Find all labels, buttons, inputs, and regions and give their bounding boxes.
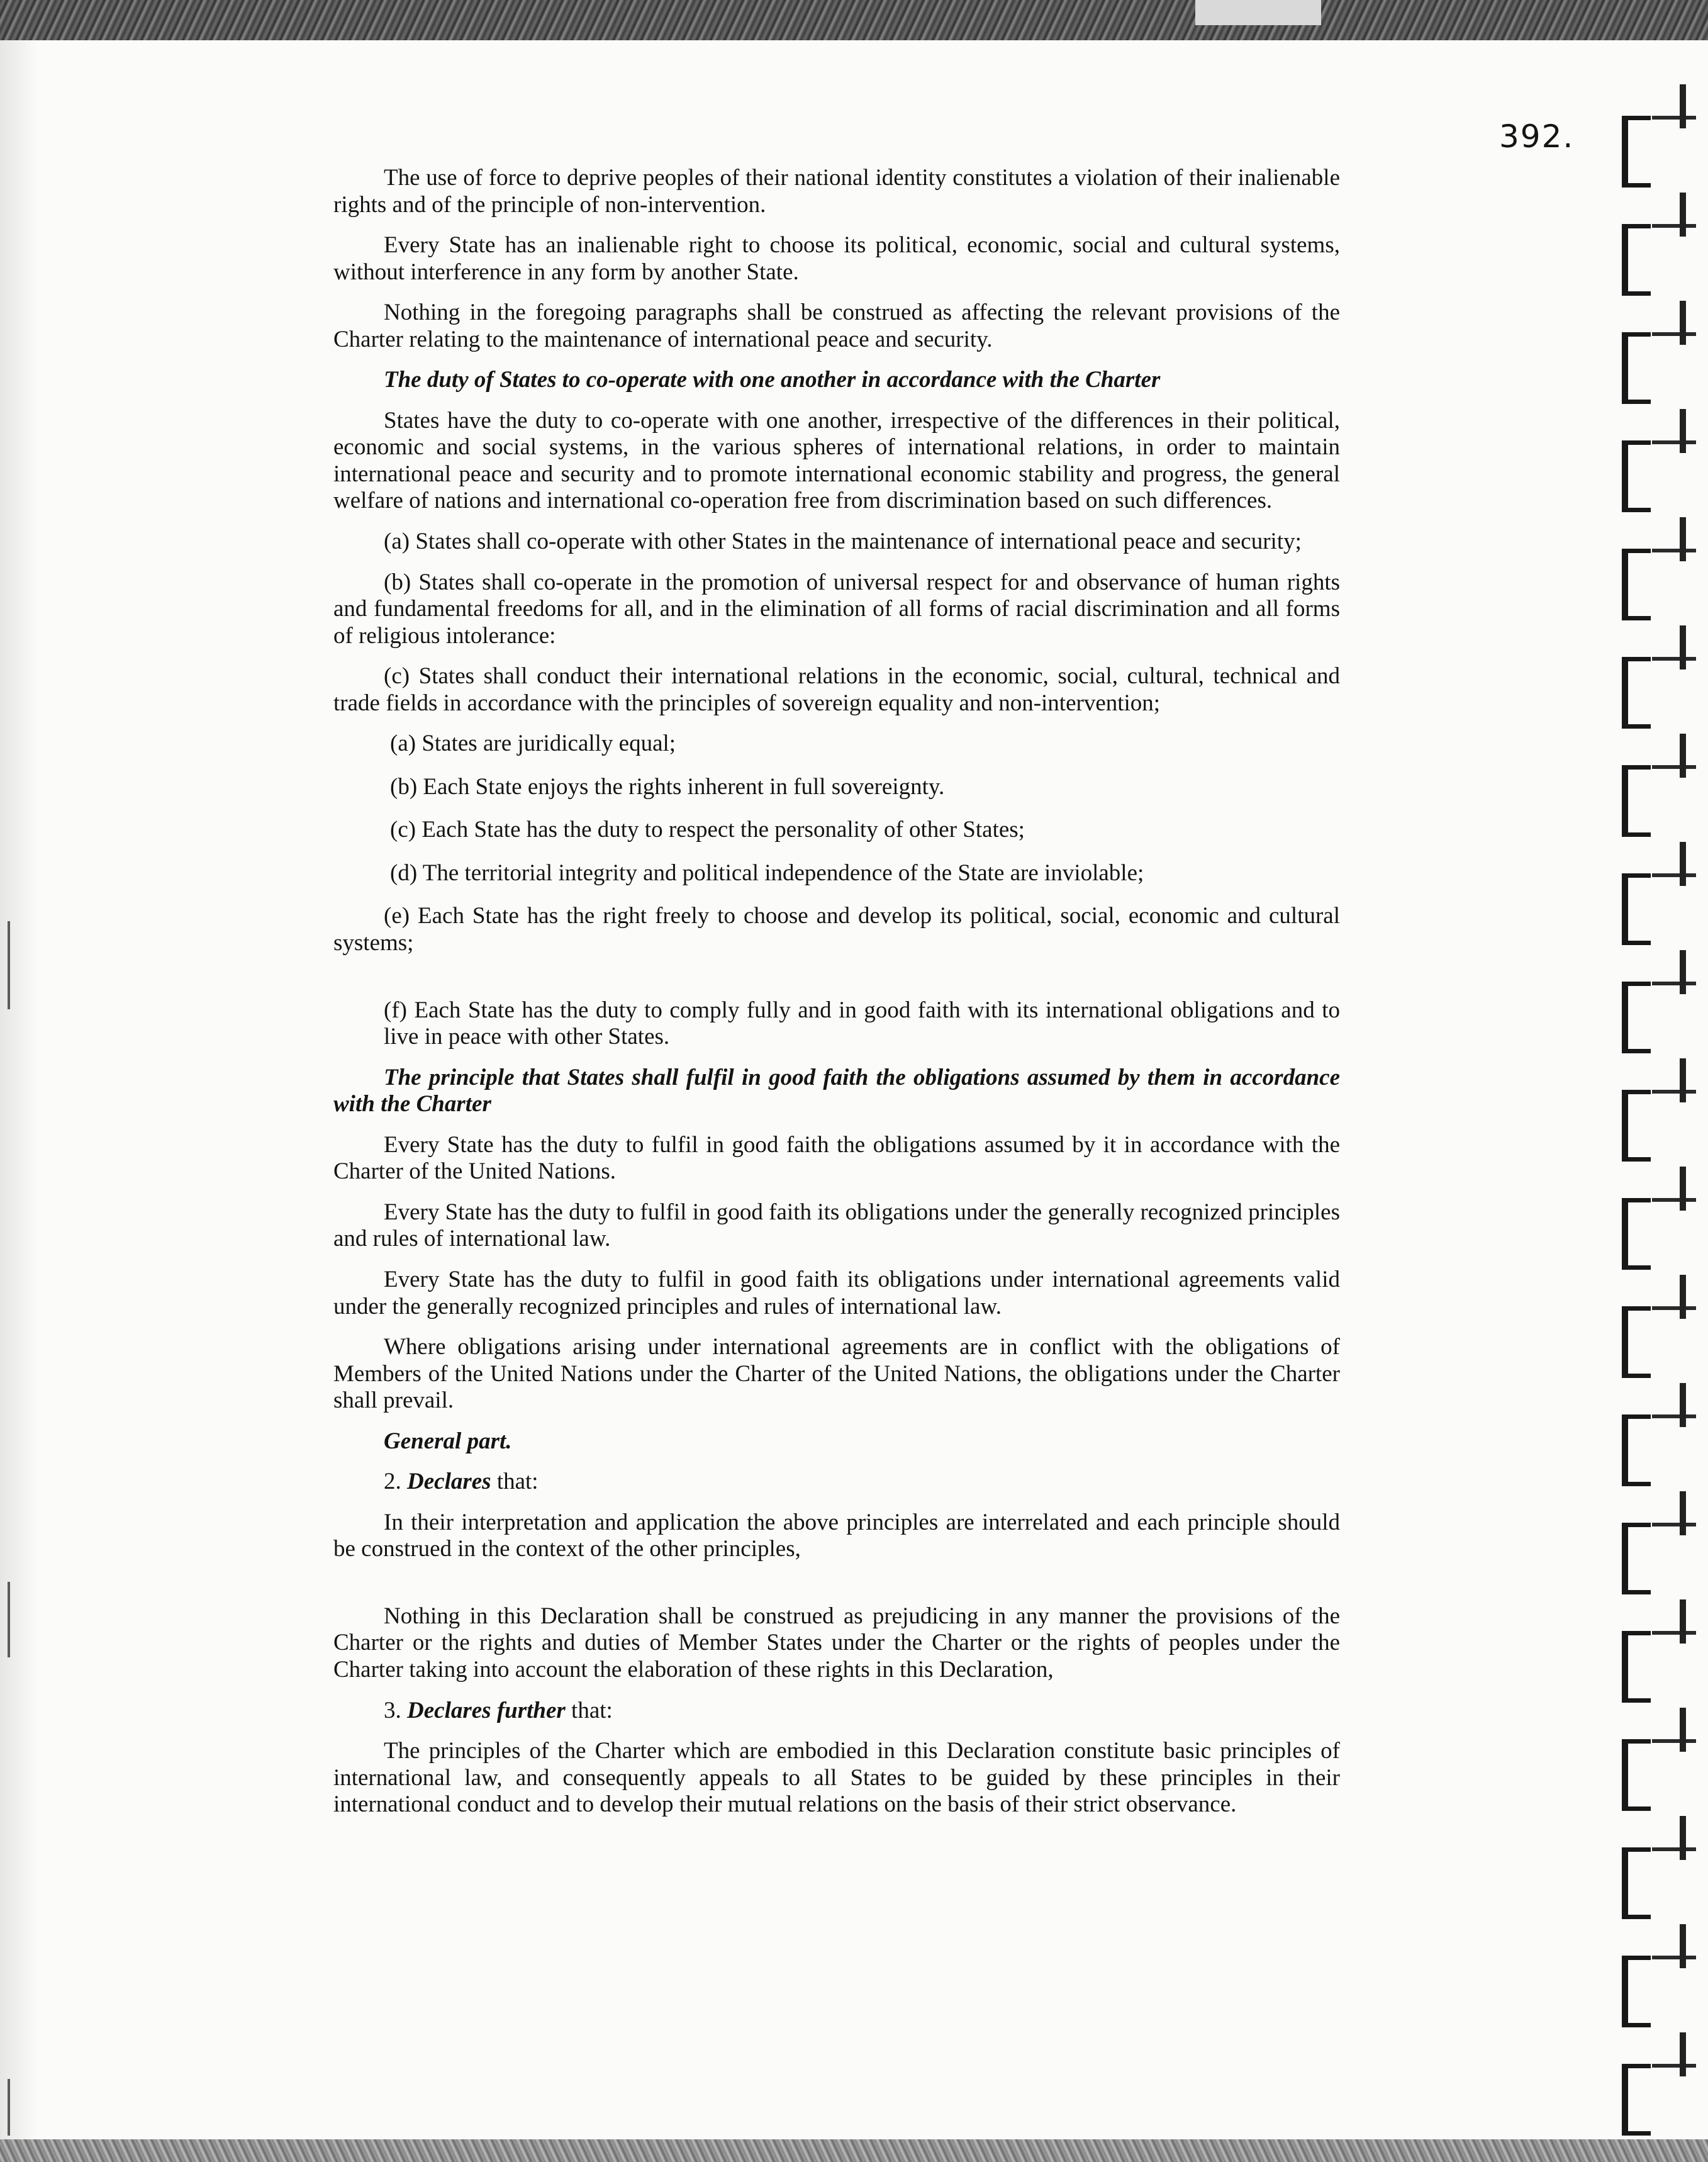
sub-list-item: (e) Each State has the right freely to choose and develop its political, social, economic and cultural systems; xyxy=(333,903,1340,956)
binder-ring xyxy=(1604,651,1673,726)
scan-left-edge xyxy=(0,40,38,2139)
binder-ring xyxy=(1604,218,1673,293)
paragraph: Every State has the duty to fulfil in good faith its obligations under international agreements valid under the generally recognized principles and rules of international law. xyxy=(333,1266,1340,1319)
binder-ring xyxy=(1604,434,1673,510)
scan-top-edge xyxy=(0,0,1708,40)
clause-number: 3. xyxy=(384,1697,401,1723)
binder-rings xyxy=(1592,40,1708,2139)
list-item: (b) States shall co-operate in the promotion of universal respect for and observance of human rights and fundamental freedoms for all, and in the elimination of all forms of racial discrimination and all forms of religious intolerance: xyxy=(333,569,1340,649)
paragraph: Every State has the duty to fulfil in good faith its obligations under the generally recognized principles and rules of international law. xyxy=(333,1199,1340,1252)
clause-label: Declares xyxy=(407,1469,491,1495)
binder-ring xyxy=(1604,1949,1673,2025)
binder-ring xyxy=(1604,1408,1673,1484)
document-body xyxy=(333,165,1340,1832)
binder-ring xyxy=(1604,1516,1673,1592)
paragraph: States have the duty to co-operate with one another, irrespective of the differences in their political, economic and social systems, in the various spheres of international relations, in order to maintain international peace and security and to promote international economic stability and progress, the general welfare of nations and international co-operation free from discrimination based on such differences. xyxy=(333,407,1340,514)
section-heading: The principle that States shall fulfil in good faith the obligations assumed by them in accordance with the Charter xyxy=(333,1064,1340,1117)
binder-ring xyxy=(1604,1841,1673,1917)
section-heading: General part. xyxy=(384,1428,512,1454)
binder-ring xyxy=(1604,326,1673,401)
numbered-clause xyxy=(333,1469,1340,1496)
binder-ring xyxy=(1604,542,1673,618)
clause-text: that: xyxy=(491,1469,539,1495)
paragraph: Every State has the duty to fulfil in good faith the obligations assumed by it in accordance with the Charter of the United Nations. xyxy=(333,1131,1340,1185)
sub-list-item: (b) Each State enjoys the rights inherent in full sovereignty. xyxy=(390,773,945,800)
sub-list-item: (c) Each State has the duty to respect the personality of other States; xyxy=(390,817,1025,843)
clause-label: Declares further xyxy=(407,1697,566,1723)
binder-ring xyxy=(1604,1192,1673,1267)
paragraph: Every State has an inalienable right to choose its political, economic, social and cultural systems, without interference in any form by another State. xyxy=(333,232,1340,285)
clause-number: 2. xyxy=(384,1469,401,1495)
list-item: (c) States shall conduct their international relations in the economic, social, cultural, technical and trade fields in accordance with the principles of sovereign equality and non-intervention; xyxy=(333,663,1340,716)
numbered-clause xyxy=(333,1698,1340,1725)
paragraph: The use of force to deprive peoples of their national identity constitutes a violation of their inalienable rights and of the principle of non-intervention. xyxy=(333,165,1340,218)
paragraph: In their interpretation and application the above principles are interrelated and each principle should be construed in the context of the other principles, xyxy=(333,1509,1340,1562)
sub-list-item: (f) Each State has the duty to comply fully and in good faith with its international obligations and to live in peace with other States. xyxy=(384,997,1340,1050)
scan-bottom-edge xyxy=(0,2139,1708,2162)
binder-ring xyxy=(1604,1300,1673,1375)
sub-list-item: (a) States are juridically equal; xyxy=(390,731,676,757)
binder-ring xyxy=(1604,1733,1673,1808)
page-number: 392. xyxy=(1499,118,1575,155)
binder-ring xyxy=(1604,975,1673,1051)
binder-ring xyxy=(1604,1084,1673,1159)
binder-ring xyxy=(1604,1625,1673,1700)
section-heading: The duty of States to co-operate with one another in accordance with the Charter xyxy=(384,367,1161,393)
paragraph: Nothing in the foregoing paragraphs shall be construed as affecting the relevant provisions of the Charter relating to the maintenance of international peace and security. xyxy=(333,300,1340,352)
paragraph: The principles of the Charter which are embodied in this Declaration constitute basic principles of international law, and consequently appeals to all States to be guided by these principles in their international conduct and to develop their mutual relations on the basis of their strict observance. xyxy=(333,1738,1340,1818)
binder-ring xyxy=(1604,2058,1673,2133)
binder-ring xyxy=(1604,759,1673,834)
paragraph: Where obligations arising under international agreements are in conflict with the obligations of Members of the United Nations under the Charter of the United Nations, the obligations under the Charter shall prevail. xyxy=(333,1334,1340,1414)
binder-ring xyxy=(1604,109,1673,185)
clause-text: that: xyxy=(565,1697,613,1723)
sub-list-item: (d) The territorial integrity and political independence of the State are inviolable; xyxy=(390,860,1144,886)
paragraph: Nothing in this Declaration shall be construed as prejudicing in any manner the provisions of the Charter or the rights and duties of Member States under the Charter or the rights of peoples under the Charter taking into account the elaboration of these rights in this Declaration, xyxy=(333,1603,1340,1683)
binder-ring xyxy=(1604,867,1673,943)
list-item: (a) States shall co-operate with other States in the maintenance of international peace and security; xyxy=(384,529,1302,555)
